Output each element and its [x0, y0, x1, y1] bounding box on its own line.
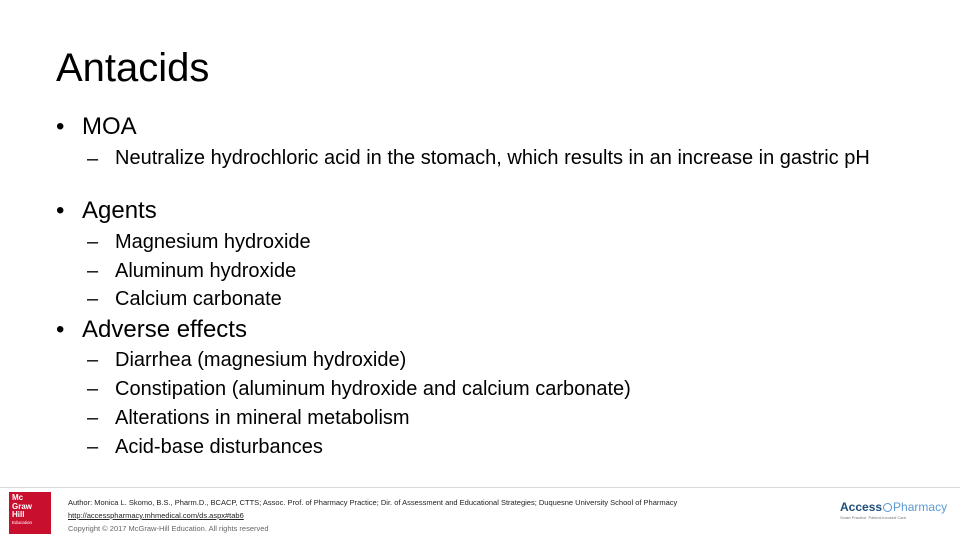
footer-divider — [0, 487, 960, 488]
logo-sub: Education — [12, 519, 33, 525]
footer-author: Author: Monica L. Skomo, B.S., Pharm.D., BCACP, CTTS; Assoc. Prof. of Pharmacy Practice; Dir. of Assessment and Educational Strategies; Duquesne University School of Pharmacy — [68, 498, 678, 507]
dash: – — [87, 378, 99, 400]
sub-item-text: Aluminum hydroxide — [115, 260, 297, 282]
sub-item-text: Diarrhea (magnesium hydroxide) — [115, 349, 407, 371]
dash: – — [87, 436, 99, 458]
footer-copyright: Copyright © 2017 McGraw-Hill Education. All rights reserved — [68, 524, 269, 533]
bullet-dot: • — [56, 197, 65, 224]
sub-item-text: Alterations in mineral metabolism — [115, 407, 410, 429]
dash: – — [87, 260, 99, 282]
logo-word-b: Pharmacy — [893, 500, 948, 514]
slide-title: Antacids — [56, 46, 210, 90]
logo-wordmark — [840, 500, 950, 514]
sub-item-text: Neutralize hydrochloric acid in the stomach, which results in an increase in gastric pH — [115, 147, 870, 169]
mcgraw-hill-logo — [9, 492, 51, 534]
sub-item-text: Acid-base disturbances — [115, 436, 323, 458]
bullet-heading: Adverse effects — [82, 316, 247, 343]
sub-item-text: Calcium carbonate — [115, 288, 282, 310]
dash: – — [87, 148, 99, 170]
footer-link[interactable]: http://accesspharmacy.mhmedical.com/ds.aspx#tab6 — [68, 511, 244, 520]
sub-item-text: Magnesium hydroxide — [115, 231, 311, 253]
logo-line: Mc — [12, 493, 24, 502]
bullet-heading: MOA — [82, 113, 137, 140]
access-pharmacy-logo — [840, 500, 950, 530]
logo-line: Graw — [12, 501, 33, 511]
logo-word-a: Access — [840, 500, 883, 514]
dash: – — [87, 407, 99, 429]
dash: – — [87, 288, 99, 310]
bullet-dot: • — [56, 113, 65, 140]
dash: – — [87, 231, 99, 253]
bullet-dot: • — [56, 316, 65, 343]
dash: – — [87, 349, 99, 371]
bullet-adverse-effects — [56, 316, 247, 344]
bullet-moa — [56, 113, 137, 141]
bullet-heading: Agents — [82, 197, 157, 224]
logo-line: Hill — [12, 510, 25, 519]
logo-tagline: Smart Practice. Patient-focused Care. — [840, 515, 908, 520]
sub-item-text: Constipation (aluminum hydroxide and calcium carbonate) — [115, 378, 631, 400]
bullet-agents — [56, 197, 157, 225]
logo-circle-icon — [883, 503, 892, 512]
